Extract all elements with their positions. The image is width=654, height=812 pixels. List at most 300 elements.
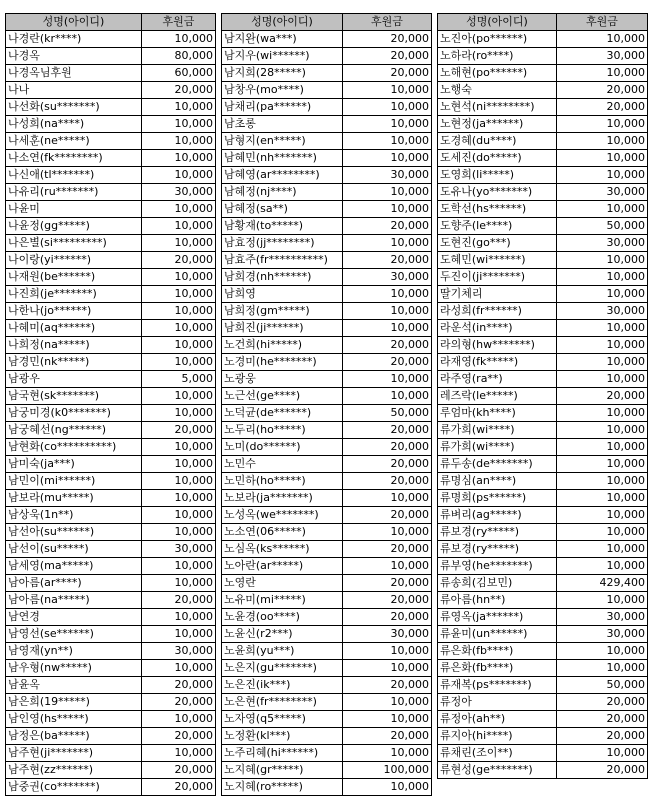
donor-name-cell: 류보경(ry*****) [438, 524, 557, 541]
table-row [222, 116, 432, 133]
donor-name-cell: 남현화(co**********) [6, 439, 142, 456]
donor-name-cell: 류영옥(ja******) [438, 609, 557, 626]
table-row [222, 252, 432, 269]
table-row [438, 303, 648, 320]
donor-name-cell: 노자영(q5*****) [222, 711, 343, 728]
table-row [438, 575, 648, 592]
donation-amount-cell: 20,000 [343, 422, 432, 439]
donation-amount-cell: 10,000 [142, 711, 216, 728]
donation-amount-cell: 10,000 [142, 167, 216, 184]
table-row [222, 643, 432, 660]
donor-name-cell: 도영희(li*****) [438, 167, 557, 184]
donation-amount-cell: 10,000 [557, 31, 648, 48]
donation-amount-cell: 20,000 [142, 592, 216, 609]
table-row [438, 541, 648, 558]
table-row [6, 762, 216, 779]
donation-amount-cell: 10,000 [557, 337, 648, 354]
donor-table-1 [5, 13, 216, 796]
column-header-name: 성명(아이디) [222, 14, 343, 31]
donor-name-cell: 남채리(pa******) [222, 99, 343, 116]
donor-name-cell: 나한나(jo******) [6, 303, 142, 320]
table-row [222, 320, 432, 337]
table-row [6, 99, 216, 116]
donation-amount-cell: 10,000 [142, 269, 216, 286]
column-header-amount: 후원금 [142, 14, 216, 31]
donation-amount-cell: 10,000 [142, 99, 216, 116]
donor-name-cell: 노소연(06*****) [222, 524, 343, 541]
table-row [6, 371, 216, 388]
donation-amount-cell: 20,000 [343, 218, 432, 235]
donor-name-cell: 노주리혜(hi******) [222, 745, 343, 762]
donor-name-cell: 도혜민(wi******) [438, 252, 557, 269]
donation-amount-cell: 20,000 [557, 388, 648, 405]
donation-amount-cell: 10,000 [142, 388, 216, 405]
donation-amount-cell: 20,000 [343, 677, 432, 694]
table-row [222, 167, 432, 184]
donation-amount-cell: 10,000 [557, 524, 648, 541]
table-row [222, 507, 432, 524]
table-row [222, 303, 432, 320]
donor-name-cell: 노덕균(de******) [222, 405, 343, 422]
donor-name-cell: 두진이(ji*******) [438, 269, 557, 286]
donor-name-cell: 노은현(fr********) [222, 694, 343, 711]
table-row [438, 184, 648, 201]
table-row [6, 694, 216, 711]
table-row [438, 354, 648, 371]
donation-amount-cell: 20,000 [142, 694, 216, 711]
donor-name-cell: 노성옥(we*******) [222, 507, 343, 524]
donor-name-cell: 남주현(zz******) [6, 762, 142, 779]
donation-amount-cell: 10,000 [142, 303, 216, 320]
donation-amount-cell: 10,000 [142, 116, 216, 133]
donor-name-cell: 류두송(de*******) [438, 456, 557, 473]
donation-amount-cell: 20,000 [343, 575, 432, 592]
table-row [222, 31, 432, 48]
table-row [222, 371, 432, 388]
table-row [438, 507, 648, 524]
table-row [6, 388, 216, 405]
table-row [438, 456, 648, 473]
donation-amount-cell: 10,000 [142, 524, 216, 541]
table-row [222, 65, 432, 82]
table-row [6, 490, 216, 507]
donor-name-cell: 노지혜(gr*****) [222, 762, 343, 779]
donor-name-cell: 남효정(jj********) [222, 235, 343, 252]
donation-amount-cell: 10,000 [557, 354, 648, 371]
table-row [222, 439, 432, 456]
column-header-amount: 후원금 [557, 14, 648, 31]
donation-amount-cell: 20,000 [343, 609, 432, 626]
donor-name-cell: 나경옥 [6, 48, 142, 65]
donor-name-cell: 나세훈(ne*****) [6, 133, 142, 150]
table-row [222, 541, 432, 558]
donation-amount-cell: 10,000 [557, 660, 648, 677]
table-row [6, 507, 216, 524]
table-row [438, 320, 648, 337]
table-row [6, 405, 216, 422]
donation-amount-cell: 10,000 [557, 65, 648, 82]
donation-amount-cell: 10,000 [343, 235, 432, 252]
table-row [6, 31, 216, 48]
donor-name-cell: 라성희(fr******) [438, 303, 557, 320]
donor-name-cell: 노하라(ro****) [438, 48, 557, 65]
table-row [6, 116, 216, 133]
donation-amount-cell: 10,000 [142, 337, 216, 354]
table-row [6, 728, 216, 745]
donation-amount-cell: 20,000 [557, 99, 648, 116]
column-header-name: 성명(아이디) [6, 14, 142, 31]
donation-amount-cell: 10,000 [557, 507, 648, 524]
table-row [222, 184, 432, 201]
donation-amount-cell: 50,000 [343, 405, 432, 422]
donor-name-cell: 루엄마(kh****) [438, 405, 557, 422]
donation-amount-cell: 10,000 [142, 201, 216, 218]
table-row [222, 286, 432, 303]
donor-name-cell: 남희정(gm*****) [222, 303, 343, 320]
table-row [6, 303, 216, 320]
donation-amount-cell: 20,000 [343, 507, 432, 524]
donation-amount-cell: 10,000 [557, 371, 648, 388]
donation-amount-cell: 10,000 [142, 626, 216, 643]
donor-name-cell: 노민수 [222, 456, 343, 473]
table-row [6, 575, 216, 592]
donor-name-cell: 나나 [6, 82, 142, 99]
donor-name-cell: 노윤신(r2***) [222, 626, 343, 643]
donor-name-cell: 남희진(ji******) [222, 320, 343, 337]
donor-name-cell: 남지우(wi******) [222, 48, 343, 65]
table-row [6, 558, 216, 575]
donation-amount-cell: 20,000 [343, 31, 432, 48]
donation-amount-cell: 10,000 [557, 252, 648, 269]
donation-amount-cell: 20,000 [343, 252, 432, 269]
table-row [438, 745, 648, 762]
donor-name-cell: 노민하(ho*****) [222, 473, 343, 490]
table-row [6, 150, 216, 167]
donor-name-cell: 남정은(ba*****) [6, 728, 142, 745]
donation-amount-cell: 30,000 [557, 626, 648, 643]
table-row [222, 48, 432, 65]
donation-amount-cell: 20,000 [142, 82, 216, 99]
donor-name-cell: 나희정(na*****) [6, 337, 142, 354]
donation-amount-cell: 10,000 [343, 388, 432, 405]
donor-name-cell: 노근선(ge****) [222, 388, 343, 405]
donation-amount-cell: 20,000 [343, 337, 432, 354]
donor-name-cell: 남효주(fr**********) [222, 252, 343, 269]
donor-name-cell: 류재복(ps*******) [438, 677, 557, 694]
donor-name-cell: 나윤미 [6, 201, 142, 218]
donation-amount-cell: 10,000 [142, 405, 216, 422]
table-row [222, 150, 432, 167]
donor-name-cell: 레즈락(le*****) [438, 388, 557, 405]
donor-name-cell: 류벼리(ag*****) [438, 507, 557, 524]
donation-amount-cell: 10,000 [557, 286, 648, 303]
donation-amount-cell: 10,000 [343, 286, 432, 303]
table-row [6, 320, 216, 337]
table-row [222, 133, 432, 150]
donation-amount-cell: 20,000 [343, 65, 432, 82]
table-row [222, 745, 432, 762]
donor-name-cell: 남황재(to*****) [222, 218, 343, 235]
donation-amount-cell: 10,000 [557, 116, 648, 133]
table-row [438, 694, 648, 711]
donor-name-cell: 나소연(fk********) [6, 150, 142, 167]
donation-amount-cell: 10,000 [142, 31, 216, 48]
table-row [222, 694, 432, 711]
table-row [6, 184, 216, 201]
donor-name-cell: 나성희(na****) [6, 116, 142, 133]
donor-name-cell: 남미숙(ja***) [6, 456, 142, 473]
table-row [6, 252, 216, 269]
donation-amount-cell: 10,000 [557, 150, 648, 167]
donation-amount-cell: 60,000 [142, 65, 216, 82]
donor-name-cell: 남우형(nw*****) [6, 660, 142, 677]
donation-amount-cell: 10,000 [557, 541, 648, 558]
donation-amount-cell: 10,000 [343, 184, 432, 201]
table-row [438, 286, 648, 303]
donation-amount-cell: 10,000 [557, 133, 648, 150]
table-row [438, 99, 648, 116]
table-row [438, 201, 648, 218]
donor-name-cell: 노윤경(oo****) [222, 609, 343, 626]
donor-name-cell: 남아름(ar****) [6, 575, 142, 592]
donation-amount-cell: 10,000 [142, 439, 216, 456]
table-row [438, 371, 648, 388]
table-row [6, 711, 216, 728]
table-row [438, 388, 648, 405]
donor-name-cell: 도세진(do*****) [438, 150, 557, 167]
donation-amount-cell: 10,000 [142, 490, 216, 507]
table-row [6, 218, 216, 235]
donor-name-cell: 남지완(wa***) [222, 31, 343, 48]
table-row [222, 575, 432, 592]
table-row [222, 524, 432, 541]
donor-name-cell: 나윤정(gg*****) [6, 218, 142, 235]
donation-amount-cell: 30,000 [557, 235, 648, 252]
donation-amount-cell: 80,000 [142, 48, 216, 65]
table-row [222, 762, 432, 779]
donor-name-cell: 류지아(hi****) [438, 728, 557, 745]
donor-name-cell: 노영란 [222, 575, 343, 592]
donation-amount-cell: 50,000 [557, 218, 648, 235]
donation-amount-cell: 10,000 [142, 235, 216, 252]
donor-name-cell: 라재영(fk*****) [438, 354, 557, 371]
donation-amount-cell: 50,000 [557, 677, 648, 694]
donor-name-cell: 류아름(hn**) [438, 592, 557, 609]
donation-amount-cell: 10,000 [142, 133, 216, 150]
table-row [438, 337, 648, 354]
column-header-amount: 후원금 [343, 14, 432, 31]
table-row [222, 456, 432, 473]
donation-amount-cell: 5,000 [142, 371, 216, 388]
donation-amount-cell: 10,000 [557, 320, 648, 337]
donor-name-cell: 남아름(na*****) [6, 592, 142, 609]
donor-name-cell: 나이랑(yi******) [6, 252, 142, 269]
table-row [438, 82, 648, 99]
donor-table-3 [437, 13, 648, 779]
donor-name-cell: 노은진(ik***) [222, 677, 343, 694]
donation-amount-cell: 10,000 [343, 371, 432, 388]
donor-name-cell: 라의형(hw*******) [438, 337, 557, 354]
donor-name-cell: 남혜영(ar********) [222, 167, 343, 184]
donation-amount-cell: 10,000 [142, 320, 216, 337]
table-row [6, 133, 216, 150]
donor-name-cell: 남윤옥 [6, 677, 142, 694]
donor-name-cell: 도학선(hs******) [438, 201, 557, 218]
donor-name-cell: 남혜민(nh*******) [222, 150, 343, 167]
donation-amount-cell: 20,000 [142, 762, 216, 779]
table-row [438, 167, 648, 184]
donation-amount-cell: 20,000 [343, 48, 432, 65]
donor-name-cell: 노광웅 [222, 371, 343, 388]
donation-amount-cell: 10,000 [343, 303, 432, 320]
table-row [6, 609, 216, 626]
table-row [6, 48, 216, 65]
table-row [222, 626, 432, 643]
donor-name-cell: 노경미(he*******) [222, 354, 343, 371]
donation-amount-cell: 100,000 [343, 762, 432, 779]
table-row [438, 609, 648, 626]
table-row [6, 456, 216, 473]
donation-amount-cell: 10,000 [557, 201, 648, 218]
donation-amount-cell: 10,000 [343, 694, 432, 711]
donation-amount-cell: 429,400 [557, 575, 648, 592]
donation-amount-cell: 10,000 [142, 558, 216, 575]
table-row [6, 524, 216, 541]
donor-name-cell: 류정아 [438, 694, 557, 711]
donation-amount-cell: 10,000 [142, 660, 216, 677]
donation-amount-cell: 20,000 [343, 592, 432, 609]
donor-name-cell: 남상욱(1n**) [6, 507, 142, 524]
donor-name-cell: 도경혜(du****) [438, 133, 557, 150]
table-row [222, 473, 432, 490]
donation-amount-cell: 10,000 [142, 218, 216, 235]
table-row [438, 558, 648, 575]
donor-name-cell: 류송희(김보민) [438, 575, 557, 592]
donor-name-cell: 노지혜(ro*****) [222, 779, 343, 796]
donation-amount-cell: 30,000 [343, 269, 432, 286]
donor-name-cell: 류윤미(un******) [438, 626, 557, 643]
table-row [438, 422, 648, 439]
donor-name-cell: 남국현(sk*******) [6, 388, 142, 405]
donor-name-cell: 노보라(ja*******) [222, 490, 343, 507]
donor-name-cell: 류가희(wi****) [438, 422, 557, 439]
donor-name-cell: 나선화(su*******) [6, 99, 142, 116]
donation-amount-cell: 10,000 [142, 286, 216, 303]
donor-name-cell: 남경민(nk*****) [6, 354, 142, 371]
donor-name-cell: 남초롱 [222, 116, 343, 133]
table-row [438, 762, 648, 779]
donation-amount-cell: 30,000 [557, 48, 648, 65]
table-row [222, 660, 432, 677]
donor-name-cell: 나경란(kr****) [6, 31, 142, 48]
table-row [438, 269, 648, 286]
donor-name-cell: 류정아(ah**) [438, 711, 557, 728]
table-row [222, 388, 432, 405]
table-row [222, 592, 432, 609]
donor-name-cell: 남창우(mo****) [222, 82, 343, 99]
donation-amount-cell: 20,000 [343, 541, 432, 558]
donor-name-cell: 나은별(si*********) [6, 235, 142, 252]
donor-name-cell: 나유리(ru*******) [6, 184, 142, 201]
donor-name-cell: 도유나(yo*******) [438, 184, 557, 201]
donation-amount-cell: 20,000 [142, 252, 216, 269]
donor-name-cell: 류채린(조이**) [438, 745, 557, 762]
donor-name-cell: 노미(do******) [222, 439, 343, 456]
table-row [6, 82, 216, 99]
donation-amount-cell: 10,000 [557, 745, 648, 762]
donor-name-cell: 남지희(28*****) [222, 65, 343, 82]
column-header-name: 성명(아이디) [438, 14, 557, 31]
donor-name-cell: 노은지(gu*******) [222, 660, 343, 677]
table-row [6, 235, 216, 252]
donation-amount-cell: 10,000 [343, 524, 432, 541]
donor-name-cell: 남선아(su******) [6, 524, 142, 541]
donor-name-cell: 남희경(nh******) [222, 269, 343, 286]
donation-amount-cell: 10,000 [343, 660, 432, 677]
table-header-row [6, 14, 216, 31]
donation-amount-cell: 10,000 [557, 473, 648, 490]
table-row [222, 609, 432, 626]
donation-amount-cell: 10,000 [142, 354, 216, 371]
donor-name-cell: 노유미(mi*****) [222, 592, 343, 609]
table-row [438, 439, 648, 456]
donor-name-cell: 남혜정(sa**) [222, 201, 343, 218]
donation-amount-cell: 10,000 [343, 201, 432, 218]
donor-name-cell: 류부영(he*******) [438, 558, 557, 575]
table-row [222, 405, 432, 422]
table-row [6, 422, 216, 439]
donation-amount-cell: 30,000 [557, 303, 648, 320]
table-row [6, 779, 216, 796]
table-row [438, 235, 648, 252]
donor-name-cell: 나재원(be******) [6, 269, 142, 286]
donor-name-cell: 남주현(ji*******) [6, 745, 142, 762]
table-row [6, 626, 216, 643]
donor-name-cell: 남궁혜선(ng******) [6, 422, 142, 439]
donor-name-cell: 류현성(ge*******) [438, 762, 557, 779]
donor-name-cell: 노현정(ja******) [438, 116, 557, 133]
table-row [6, 354, 216, 371]
table-row [438, 31, 648, 48]
donation-amount-cell: 10,000 [142, 507, 216, 524]
table-row [6, 660, 216, 677]
donation-amount-cell: 30,000 [142, 643, 216, 660]
donor-name-cell: 남연경 [6, 609, 142, 626]
donor-name-cell: 류은화(fb****) [438, 660, 557, 677]
table-row [222, 269, 432, 286]
table-row [438, 473, 648, 490]
donation-amount-cell: 10,000 [343, 150, 432, 167]
donation-amount-cell: 10,000 [557, 456, 648, 473]
table-header-row [222, 14, 432, 31]
table-row [6, 269, 216, 286]
donation-amount-cell: 20,000 [142, 677, 216, 694]
donor-name-cell: 남중권(co*******) [6, 779, 142, 796]
table-row [438, 728, 648, 745]
donor-name-cell: 노아란(ar*****) [222, 558, 343, 575]
donation-amount-cell: 10,000 [557, 439, 648, 456]
table-row [438, 711, 648, 728]
donor-name-cell: 류보경(ry*****) [438, 541, 557, 558]
table-row [6, 473, 216, 490]
donor-name-cell: 남영선(se******) [6, 626, 142, 643]
donor-name-cell: 남형지(en*****) [222, 133, 343, 150]
donor-name-cell: 딸기체리 [438, 286, 557, 303]
table-row [438, 252, 648, 269]
donor-name-cell: 남세영(ma*****) [6, 558, 142, 575]
table-row [438, 48, 648, 65]
donor-name-cell: 노행숙 [438, 82, 557, 99]
